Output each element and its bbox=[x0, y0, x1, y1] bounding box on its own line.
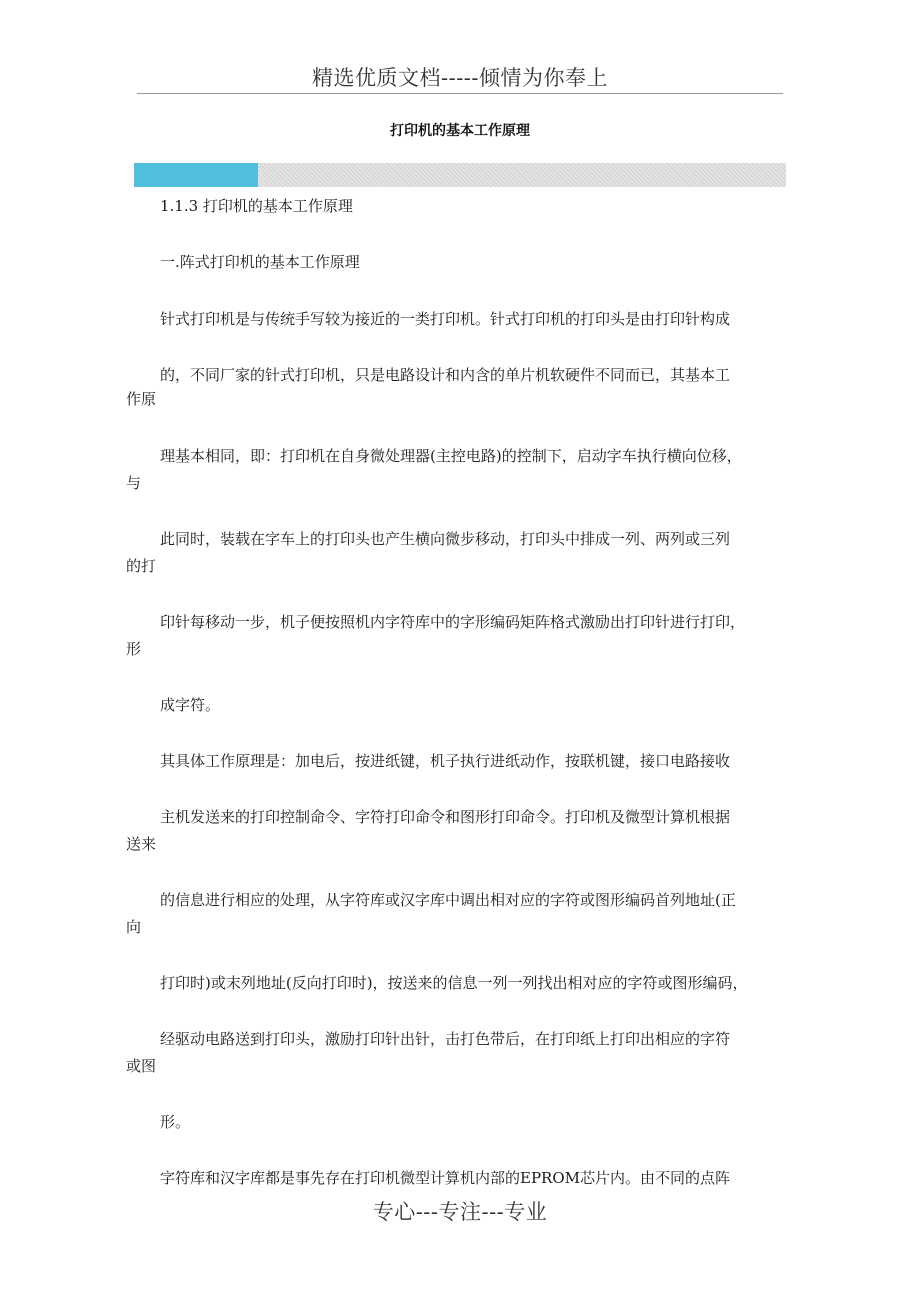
p1-line-5: 印针每移动一步，机子便按照机内字符库中的字形编码矩阵格式激励出打印针进行打印， bbox=[160, 613, 746, 631]
p1-line-4: 此同时，装载在字车上的打印头也产生横向微步移动，打印头中排成一列、两列或三列 bbox=[160, 530, 731, 548]
decorative-banner bbox=[134, 163, 786, 187]
p2-line-2-wrap: 送来 bbox=[126, 835, 157, 853]
p2-line-5-wrap: 或图 bbox=[126, 1057, 157, 1075]
p1-line-2-wrap: 作原 bbox=[126, 390, 157, 408]
p2-line-2: 主机发送来的打印控制命令、字符打印命令和图形打印命令。打印机及微型计算机根据 bbox=[160, 808, 731, 826]
p1-line-6: 成字符。 bbox=[160, 696, 221, 714]
subheading: 一.阵式打印机的基本工作原理 bbox=[160, 253, 360, 271]
page-footer: 专心---专注---专业 bbox=[372, 1200, 548, 1224]
p1-line-2: 的，不同厂家的针式打印机，只是电路设计和内含的单片机软硬件不同而已，其基本工 bbox=[160, 366, 731, 384]
p2-line-3-wrap: 向 bbox=[126, 918, 142, 936]
p2-line-6: 形。 bbox=[160, 1113, 191, 1131]
document-title: 打印机的基本工作原理 bbox=[390, 123, 530, 139]
p1-line-1: 针式打印机是与传统手写较为接近的一类打印机。针式打印机的打印头是由打印针构成 bbox=[160, 310, 731, 328]
p2-line-4: 打印时)或末列地址(反向打印时)，按送来的信息一列一列找出相对应的字符或图形编码， bbox=[160, 974, 748, 992]
p1-line-5-wrap: 形 bbox=[126, 640, 142, 658]
page-header: 精选优质文档-----倾情为你奉上 bbox=[312, 66, 608, 90]
p3-line-1: 字符库和汉字库都是事先存在打印机微型计算机内部的EPROM芯片内。由不同的点阵 bbox=[160, 1169, 730, 1187]
p1-line-4-wrap: 的打 bbox=[126, 557, 157, 575]
section-heading: 1.1.3 打印机的基本工作原理 bbox=[160, 197, 353, 215]
p1-line-3: 理基本相同，即：打印机在自身微处理器(主控电路)的控制下，启动字车执行横向位移， bbox=[160, 447, 742, 465]
p2-line-3: 的信息进行相应的处理，从字符库或汉字库中调出相对应的字符或图形编码首列地址(正 bbox=[160, 891, 736, 909]
p1-line-3-wrap: 与 bbox=[126, 474, 142, 492]
banner-accent-block bbox=[134, 163, 258, 187]
p2-line-5: 经驱动电路送到打印头，激励打印针出针，击打色带后，在打印纸上打印出相应的字符 bbox=[160, 1030, 731, 1048]
p2-line-1: 其具体工作原理是：加电后，按进纸键，机子执行进纸动作，按联机键，接口电路接收 bbox=[160, 752, 731, 770]
header-divider bbox=[137, 93, 783, 94]
